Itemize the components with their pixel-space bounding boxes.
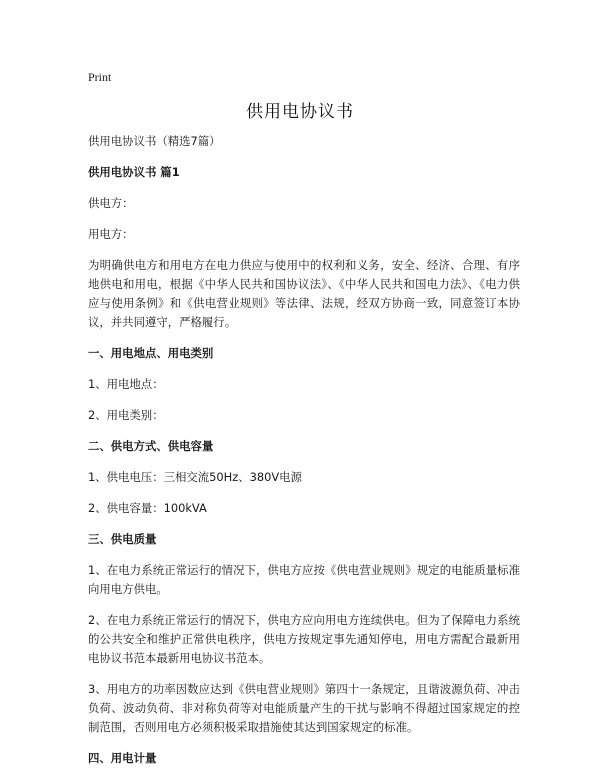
section-heading: 四、用电计量 [88, 751, 157, 765]
section-item: 3、用电方的功率因数应达到《供电营业规则》第四十一条规定，且谐波源负荷、冲击负荷、波动负荷、非对称负荷等对电能质量产生的干扰与影响不得超过国家规定的控制范围，否则用电方必须积极采取措施使其达到国家规定的标准。 [88, 682, 520, 734]
section-heading: 二、供电方式、供电容量 [88, 439, 214, 453]
document-body [88, 132, 520, 780]
page-title: 供用电协议书 [246, 102, 354, 122]
article-heading: 供用电协议书 篇1 [88, 165, 180, 179]
section-item: 1、用电地点： [88, 377, 164, 391]
section-heading: 一、用电地点、用电类别 [88, 346, 214, 360]
section-item: 1、在电力系统正常运行的情况下，供电方应按《供电营业规则》规定的电能质量标准向用电方供电。 [88, 563, 520, 596]
section-item: 2、在电力系统正常运行的情况下，供电方应向用电方连续供电。但为了保障电力系统的公共安全和维护正常供电秩序，供电方按规定事先通知停电，用电方需配合最新用电协议书范本最新用电协议书范本。 [88, 613, 520, 665]
intro-paragraph: 为明确供电方和用电方在电力供应与使用中的权利和义务，安全、经济、合理、有序地供电和用电，根据《中华人民共和国协议法》、《中华人民共和国电力法》、《电力供应与使用条例》和《供电营业规则》等法律、法规，经双方协商一致，同意签订本协议，并共同遵守，严格履行。 [88, 258, 520, 329]
print-label[interactable]: Print [88, 70, 112, 84]
supplier-line: 供电方： [88, 196, 134, 210]
consumer-line: 用电方： [88, 227, 134, 241]
document-subtitle: 供用电协议书（精选7篇） [88, 134, 221, 148]
section-item: 2、供电容量：100kVA [88, 501, 207, 515]
section-item: 2、用电类别： [88, 408, 164, 422]
section-item: 1、供电电压：三相交流50Hz、380V电源 [88, 470, 302, 484]
section-heading: 三、供电质量 [88, 532, 157, 546]
